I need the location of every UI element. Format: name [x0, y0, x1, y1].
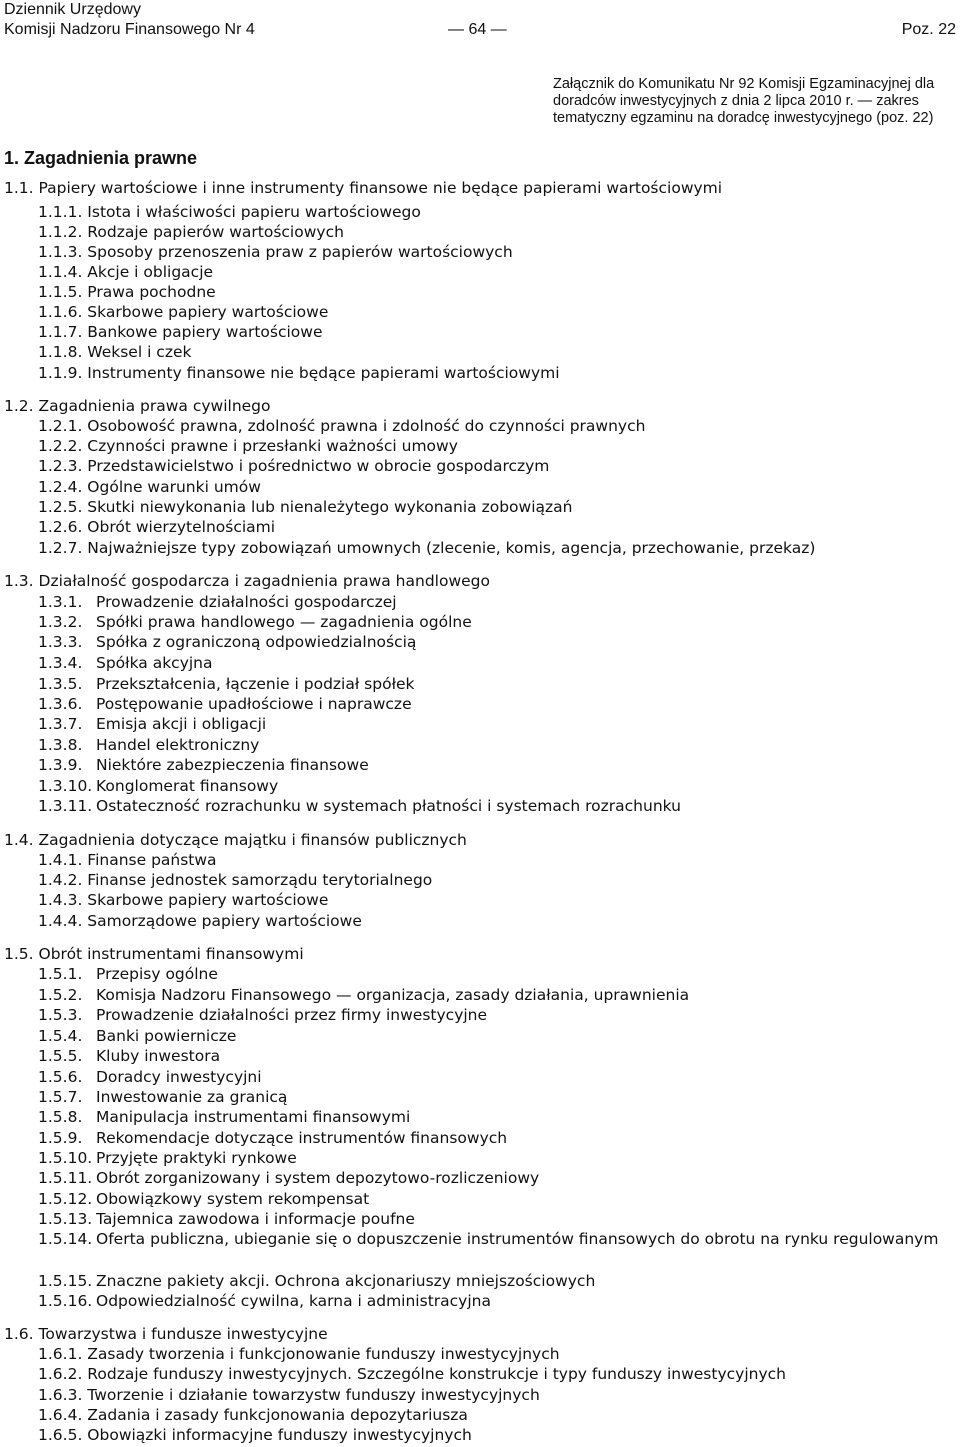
- item-number: 1.5.11.: [38, 1169, 93, 1187]
- item-text: Przyjęte praktyki rynkowe: [96, 1149, 297, 1167]
- journal-title: [4, 0, 255, 40]
- list-item: 1.6.3. Tworzenie i działanie towarzystw funduszy inwestycyjnych: [38, 1386, 540, 1404]
- item-text: Tajemnica zawodowa i informacje poufne: [96, 1210, 415, 1228]
- list-item: 1.4.3. Skarbowe papiery wartościowe: [38, 891, 329, 909]
- list-item: 1.1.4. Akcje i obligacje: [38, 263, 214, 281]
- page-number: — 64 —: [448, 21, 507, 38]
- item-number: 1.3.10.: [38, 777, 93, 795]
- list-item: 1.6.5. Obowiązki informacyjne funduszy inwestycyjnych: [38, 1426, 472, 1444]
- list-item: [38, 985, 689, 1005]
- list-item: 1.1.6. Skarbowe papiery wartościowe: [38, 303, 329, 321]
- list-item: 1.2.6. Obrót wierzytelnościami: [38, 518, 276, 536]
- item-number: 1.5.2.: [38, 986, 83, 1004]
- item-number: 1.3.11.: [38, 797, 93, 815]
- list-item: [38, 1005, 487, 1025]
- section-heading: 1.2. Zagadnienia prawa cywilnego: [4, 397, 271, 415]
- list-item: 1.2.5. Skutki niewykonania lub nienależytego wykonania zobowiązań: [38, 498, 573, 516]
- list-item: 1.1.5. Prawa pochodne: [38, 283, 216, 301]
- item-text: Odpowiedzialność cywilna, karna i administracyjna: [96, 1292, 491, 1310]
- item-text: Oferta publiczna, ubieganie się o dopuszczenie instrumentów finansowych do obrotu na rynku regulowanym: [96, 1230, 939, 1248]
- item-text: Niektóre zabezpieczenia finansowe: [96, 756, 369, 774]
- list-item: [38, 653, 213, 673]
- item-number: 1.3.1.: [38, 593, 83, 611]
- item-text: Ostateczność rozrachunku w systemach płatności i systemach rozrachunku: [96, 797, 681, 815]
- list-item: [38, 1128, 507, 1148]
- list-item: [38, 1291, 491, 1311]
- item-text: Konglomerat finansowy: [96, 777, 279, 795]
- list-item: [38, 1107, 410, 1127]
- main-title: 1. Zagadnienia prawne: [4, 148, 198, 168]
- page-header: [4, 0, 956, 42]
- item-number: 1.3.4.: [38, 654, 83, 672]
- list-item: [38, 776, 278, 796]
- list-item: [38, 632, 416, 652]
- list-item: 1.1.7. Bankowe papiery wartościowe: [38, 323, 323, 341]
- item-text: Spółki prawa handlowego — zagadnienia ogólne: [96, 613, 472, 631]
- item-text: Manipulacja instrumentami finansowymi: [96, 1108, 411, 1126]
- item-text: Emisja akcji i obligacji: [96, 715, 267, 733]
- list-item: [38, 1189, 369, 1209]
- item-text: Spółka z ograniczoną odpowiedzialnością: [96, 633, 417, 651]
- list-item: 1.2.7. Najważniejsze typy zobowiązań umownych (zlecenie, komis, agencja, przechowanie, przekaz): [38, 539, 816, 557]
- list-item: [38, 1271, 595, 1291]
- list-item: [38, 714, 266, 734]
- list-item: [38, 612, 472, 632]
- item-text: Handel elektroniczny: [96, 736, 260, 754]
- item-number: 1.5.16.: [38, 1292, 93, 1310]
- list-item: [38, 1067, 262, 1087]
- list-item: [38, 1026, 236, 1046]
- list-item: 1.2.4. Ogólne warunki umów: [38, 478, 261, 496]
- list-item: 1.4.4. Samorządowe papiery wartościowe: [38, 912, 362, 930]
- item-number: 1.5.8.: [38, 1108, 83, 1126]
- item-text: Spółka akcyjna: [96, 654, 213, 672]
- annex-line2: doradców inwestycyjnych z dnia 2 lipca 2010 r. — zakres: [553, 93, 919, 109]
- list-item: 1.2.2. Czynności prawne i przesłanki ważności umowy: [38, 437, 458, 455]
- list-item: 1.4.2. Finanse jednostek samorządu terytorialnego: [38, 871, 433, 889]
- annex-line1: Załącznik do Komunikatu Nr 92 Komisji Egzaminacyjnej dla: [553, 76, 935, 92]
- item-text: Kluby inwestora: [96, 1047, 221, 1065]
- item-text: Postępowanie upadłościowe i naprawcze: [96, 695, 412, 713]
- list-item: [38, 1229, 958, 1249]
- item-number: 1.5.13.: [38, 1210, 93, 1228]
- list-item: [38, 1148, 297, 1168]
- list-item: 1.2.1. Osobowość prawna, zdolność prawna i zdolność do czynności prawnych: [38, 417, 646, 435]
- item-number: 1.5.4.: [38, 1027, 83, 1045]
- section-heading: 1.3. Działalność gospodarcza i zagadnienia prawa handlowego: [4, 572, 490, 590]
- list-item: [38, 755, 369, 775]
- list-item: 1.1.2. Rodzaje papierów wartościowych: [38, 223, 344, 241]
- journal-title-line2: Komisji Nadzoru Finansowego Nr 4: [4, 21, 255, 38]
- item-text: Znaczne pakiety akcji. Ochrona akcjonariuszy mniejszościowych: [96, 1272, 596, 1290]
- item-text: Inwestowanie za granicą: [96, 1088, 288, 1106]
- item-number: 1.3.6.: [38, 695, 83, 713]
- list-item: [38, 674, 415, 694]
- section-heading: 1.5. Obrót instrumentami finansowymi: [4, 945, 304, 963]
- item-number: 1.3.3.: [38, 633, 83, 651]
- list-item: 1.1.8. Weksel i czek: [38, 343, 192, 361]
- list-item: 1.6.1. Zasady tworzenia i funkcjonowanie funduszy inwestycyjnych: [38, 1345, 560, 1363]
- annex-line3: tematyczny egzaminu na doradcę inwestycyjnego (poz. 22): [553, 110, 934, 126]
- item-text: Obrót zorganizowany i system depozytowo-rozliczeniowy: [96, 1169, 540, 1187]
- list-item: [38, 592, 397, 612]
- item-number: 1.5.10.: [38, 1149, 93, 1167]
- item-number: 1.5.7.: [38, 1088, 83, 1106]
- position-number: Poz. 22: [901, 21, 956, 38]
- item-number: 1.3.7.: [38, 715, 83, 733]
- item-text: Doradcy inwestycyjni: [96, 1068, 262, 1086]
- list-item: [38, 1168, 539, 1188]
- section-heading: 1.6. Towarzystwa i fundusze inwestycyjne: [4, 1325, 328, 1343]
- item-number: 1.3.8.: [38, 736, 83, 754]
- item-number: 1.5.5.: [38, 1047, 83, 1065]
- item-number: 1.5.15.: [38, 1272, 93, 1290]
- list-item: [38, 735, 259, 755]
- item-number: 1.5.3.: [38, 1006, 83, 1024]
- item-text: Komisja Nadzoru Finansowego — organizacja, zasady działania, uprawnienia: [96, 986, 690, 1004]
- list-item: [38, 964, 218, 984]
- journal-title-line1: Dziennik Urzędowy: [4, 1, 141, 18]
- list-item: 1.6.4. Zadania i zasady funkcjonowania depozytariusza: [38, 1406, 468, 1424]
- item-number: 1.5.1.: [38, 965, 83, 983]
- item-text: Przekształcenia, łączenie i podział spółek: [96, 675, 415, 693]
- item-text: Obowiązkowy system rekompensat: [96, 1190, 370, 1208]
- list-item: [38, 1087, 287, 1107]
- list-item: [38, 1046, 220, 1066]
- item-number: 1.3.5.: [38, 675, 83, 693]
- section-heading: 1.1. Papiery wartościowe i inne instrumenty finansowe nie będące papierami wartościowymi: [4, 179, 723, 197]
- item-text: Rekomendacje dotyczące instrumentów finansowych: [96, 1129, 508, 1147]
- item-text: Prowadzenie działalności przez firmy inwestycyjne: [96, 1006, 488, 1024]
- item-text: Przepisy ogólne: [96, 965, 218, 983]
- item-number: 1.5.6.: [38, 1068, 83, 1086]
- item-number: 1.3.9.: [38, 756, 83, 774]
- item-number: 1.5.14.: [38, 1230, 93, 1248]
- annex-note: [553, 76, 958, 127]
- section-heading: 1.4. Zagadnienia dotyczące majątku i finansów publicznych: [4, 831, 467, 849]
- list-item: 1.1.3. Sposoby przenoszenia praw z papierów wartościowych: [38, 243, 513, 261]
- item-text: Banki powiernicze: [96, 1027, 237, 1045]
- list-item: [38, 796, 681, 816]
- list-item: 1.1.9. Instrumenty finansowe nie będące papierami wartościowymi: [38, 364, 560, 382]
- item-text: Prowadzenie działalności gospodarczej: [96, 593, 397, 611]
- item-number: 1.5.9.: [38, 1129, 83, 1147]
- list-item: [38, 1209, 415, 1229]
- list-item: 1.4.1. Finanse państwa: [38, 851, 217, 869]
- item-number: 1.5.12.: [38, 1190, 93, 1208]
- list-item: 1.1.1. Istota i właściwości papieru wartościowego: [38, 203, 421, 221]
- list-item: 1.2.3. Przedstawicielstwo i pośrednictwo w obrocie gospodarczym: [38, 457, 550, 475]
- list-item: 1.6.2. Rodzaje funduszy inwestycyjnych. Szczególne konstrukcje i typy funduszy inwestycyjnych: [38, 1365, 786, 1383]
- item-number: 1.3.2.: [38, 613, 83, 631]
- list-item: [38, 694, 412, 714]
